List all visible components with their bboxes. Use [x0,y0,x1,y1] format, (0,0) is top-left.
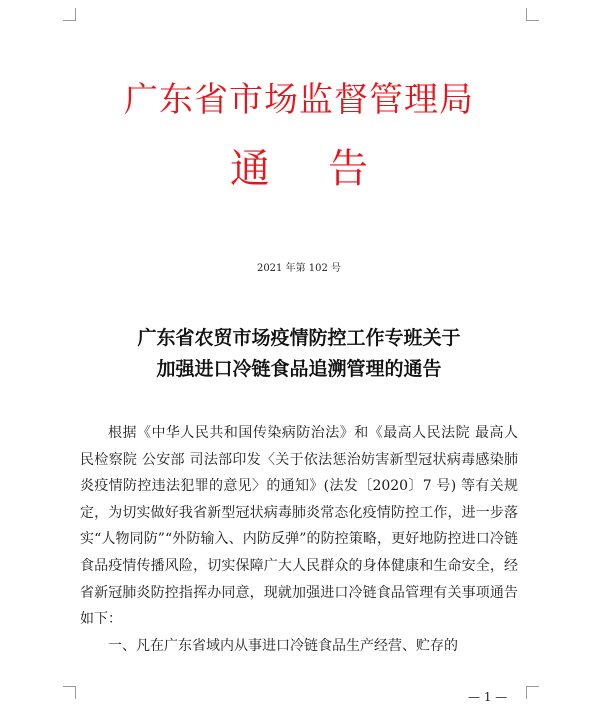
crop-mark-bottom-right [526,686,539,699]
notice-char-1: 通 [230,146,270,192]
document-title-line-1: 广东省农贸市场疫情防控工作专班关于 [137,327,461,349]
document-title [70,323,528,385]
document-body [80,420,518,659]
document-number: 2021 年第 102 号 [256,263,342,274]
crop-mark-top-right [526,8,539,21]
issuing-agency-header: 广东省市场监督管理局 [124,80,474,120]
document-title-line-2: 加强进口冷链食品追溯管理的通告 [156,358,442,380]
crop-mark-top-left [63,8,76,21]
page-number: — 1 — [468,690,508,704]
body-paragraph-1: 根据《中华人民共和国传染病防治法》和《最高人民法院 最高人民检察院 公安部 司法部印发〈关于依法惩治妨害新型冠状病毒感染肺炎疫情防控违法犯罪的意见〉的通知》(法发〔2020〕7 号) 等有关规定，为切实做好我省新型冠状病毒肺炎常态化疫情防控工作，进一步落实“人物同防”“外防输入、内防反弹”的防控策略，更好地防控进口冷链食品疫情传播风险，切实保障广大人民群众的身体健康和生命安全，经省新冠肺炎防控指挥办同意，现就加强进口冷链食品管理有关事项通告如下： [80,425,518,628]
notice-header [0,142,598,196]
body-paragraph-2: 一、凡在广东省域内从事进口冷链食品生产经营、贮存的 [108,637,458,654]
notice-char-2: 告 [328,146,368,192]
crop-mark-bottom-left [63,686,76,699]
